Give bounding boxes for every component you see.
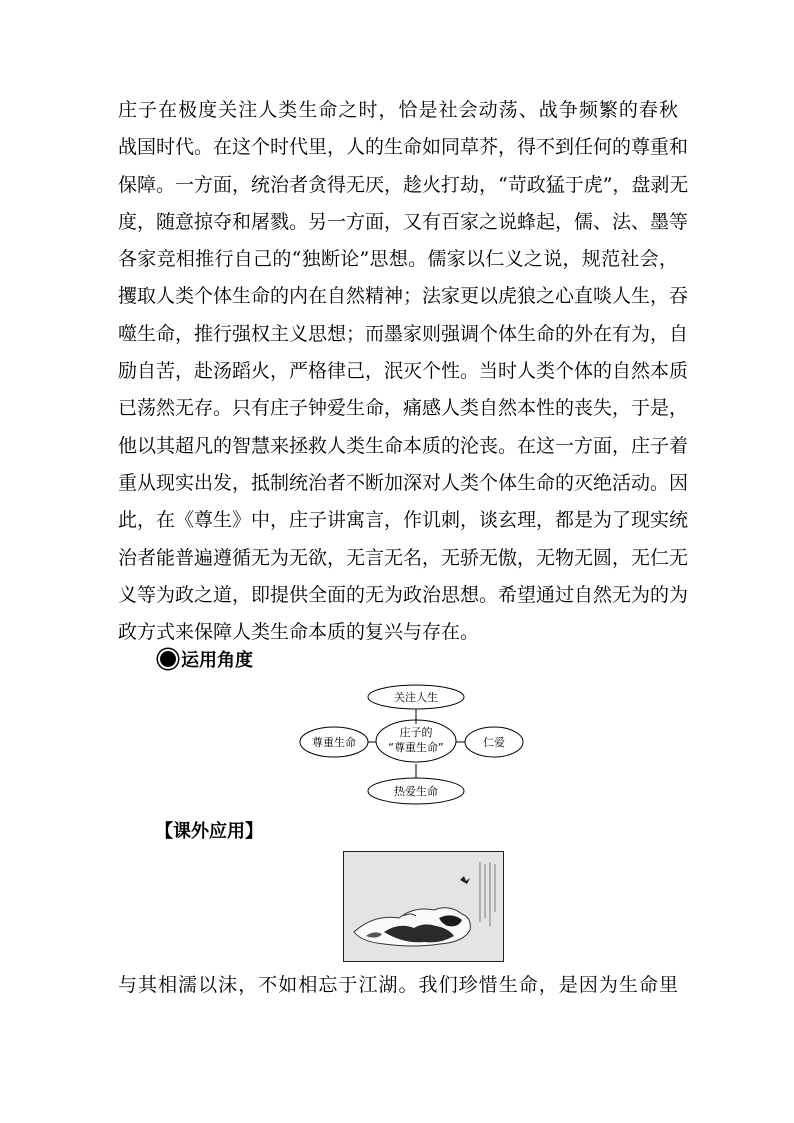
paragraph-line: 与其相濡以沫，不如相忘于江湖。我们珍惜生命，是因为生命里 [118, 974, 678, 996]
extension-heading: 【课外应用】 [155, 821, 263, 842]
concept-diagram [296, 680, 536, 808]
paragraph-line: 庄子在极度关注人类生命之时，恰是社会动荡、战争频繁的春秋 [118, 99, 678, 121]
paragraph-line: 义等为政之道，即提供全面的无为政治思想。希望通过自然无为的为 [118, 583, 689, 606]
right-node-label: 仁爱 [483, 736, 505, 749]
ink-painting-image [343, 851, 504, 962]
paragraph-line: 治者能普遍遵循无为无欲，无言无名，无骄无傲，无物无圆，无仁无 [118, 546, 689, 569]
center-node-label-line1: 庄子的 [399, 726, 433, 739]
bottom-node-label: 热爱生命 [394, 785, 438, 798]
section-heading-text: 运用角度 [181, 650, 253, 671]
paragraph-line: 政方式来保障人类生命本质的复兴与存在。 [118, 621, 480, 644]
body-paragraph [118, 92, 689, 651]
paragraph-line: 各家竞相推行自己的“独断论”思想。儒家以仁义之说，规范社会， [118, 248, 678, 271]
section-heading [160, 646, 253, 672]
top-node-label: 关注人生 [394, 691, 438, 704]
center-node-label-line2: “尊重生命” [388, 741, 444, 754]
paragraph-line: 度，随意掠夺和屠戮。另一方面，又有百家之说蜂起，儒、法、墨等 [118, 210, 689, 233]
paragraph-line: 战国时代。在这个时代里，人的生命如同草芥，得不到任何的尊重和 [118, 136, 689, 159]
body-paragraph-2 [118, 967, 678, 1004]
paragraph-line: 已荡然无存。只有庄子钟爱生命，痛感人类自然本性的丧失，于是， [118, 397, 689, 420]
paragraph-line: 重从现实出发，抵制统治者不断加深对人类个体生命的灭绝活动。因 [118, 471, 689, 494]
paragraph-line: 此，在《尊生》中，庄子讲寓言，作讥刺，谈玄理，都是为了现实统 [118, 509, 689, 532]
paragraph-line: 攫取人类个体生命的内在自然精神；法家更以虎狼之心直啖人生，吞 [118, 285, 689, 308]
left-node-label: 尊重生命 [312, 736, 356, 749]
paragraph-line: 噬生命，推行强权主义思想；而墨家则强调个体生命的外在有为，自 [118, 322, 689, 345]
paragraph-line: 他以其超凡的智慧来拯救人类生命本质的沦丧。在这一方面，庄子着 [118, 434, 689, 457]
paragraph-line: 保障。一方面，统治者贪得无厌，趁火打劫，“苛政猛于虎”，盘剥无 [118, 173, 689, 196]
paragraph-line: 励自苦，赴汤蹈火，严格律己，泯灭个性。当时人类个体的自然本质 [118, 360, 689, 383]
bullet-icon [160, 651, 176, 667]
